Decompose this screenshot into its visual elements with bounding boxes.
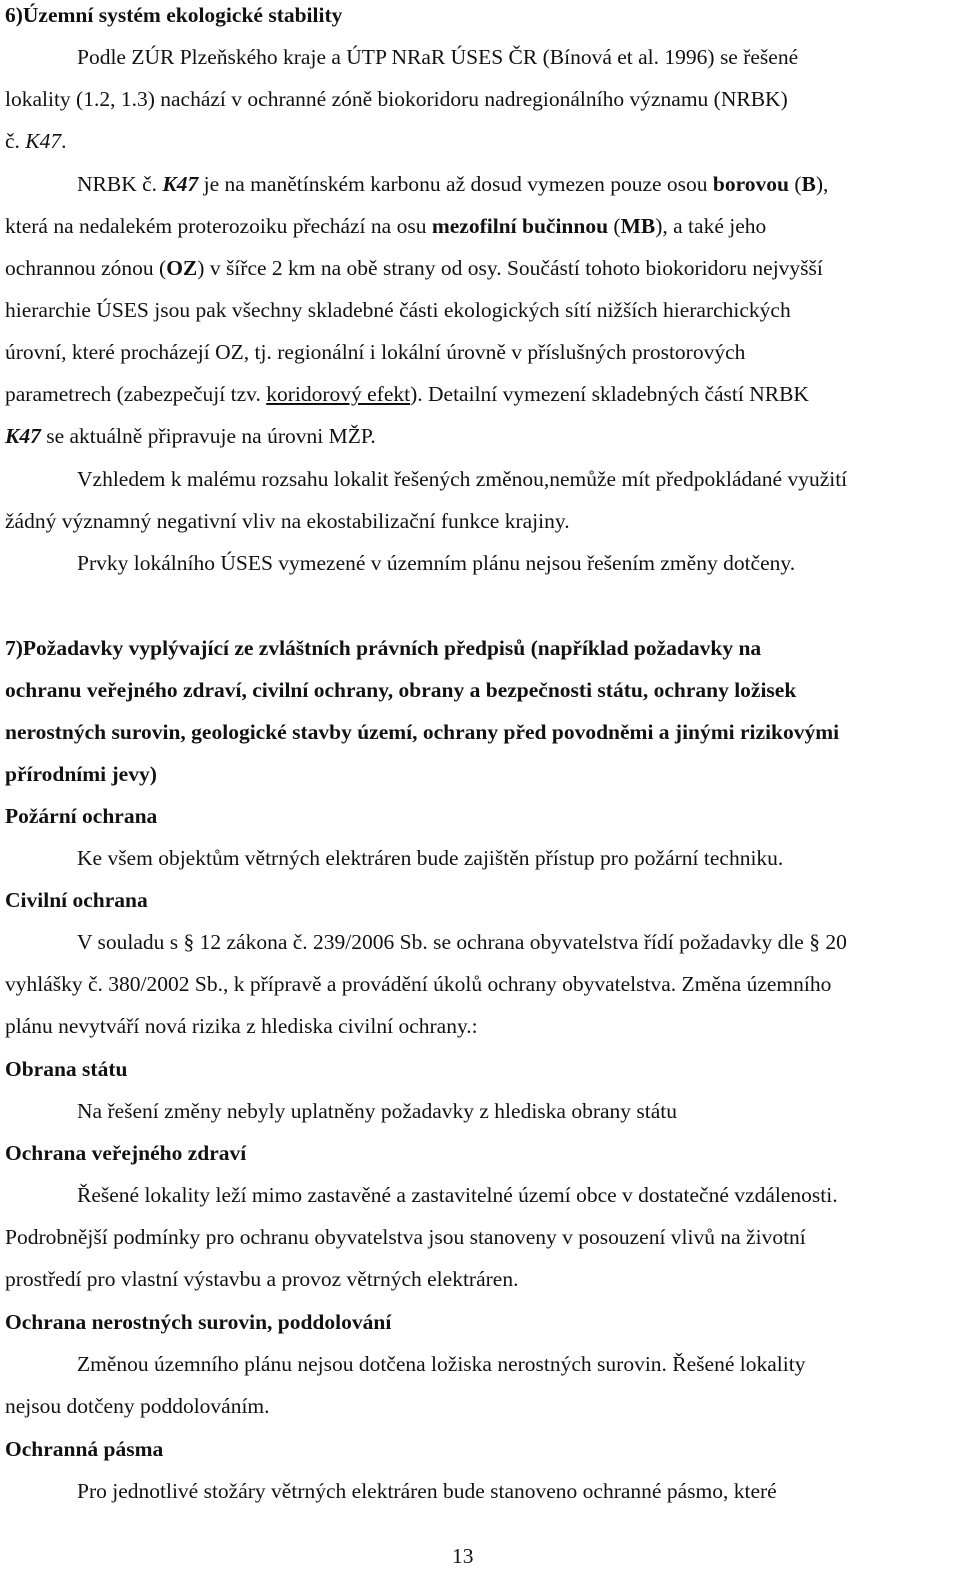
text-run: se aktuálně připravuje na úrovni MŽP. xyxy=(40,424,376,448)
paragraph-line: Vzhledem k malému rozsahu lokalit řešených změnou,nemůže mít předpokládané využití xyxy=(77,467,848,491)
bold-term: borovou xyxy=(712,172,789,196)
page-number: 13 xyxy=(452,1544,474,1568)
bold-term: OZ xyxy=(166,256,198,280)
paragraph-line: Ke všem objektům větrných elektráren bude zajištěn přístup pro požární techniku. xyxy=(77,846,784,870)
bold-term: MB xyxy=(620,214,656,238)
paragraph-line: úrovní, které procházejí OZ, tj. regionální i lokální úrovně v příslušných prostorových xyxy=(5,340,746,364)
paragraph-line xyxy=(5,380,809,408)
bold-term: B xyxy=(801,172,816,196)
section-7-heading-line: nerostných surovin, geologické stavby území, ochrany před povodněmi a jinými rizikovými xyxy=(5,720,840,744)
paragraph-line: plánu nevytváří nová rizika z hlediska civilní ochrany.: xyxy=(5,1014,478,1038)
text-run: ochrannou zónou ( xyxy=(5,256,167,280)
section-7-heading-line: 7)Požadavky vyplývající ze zvláštních právních předpisů (například požadavky na xyxy=(5,636,762,660)
paragraph-line xyxy=(77,170,828,198)
subheading-fire-protection: Požární ochrana xyxy=(5,804,158,828)
paragraph-line: Na řešení změny nebyly uplatněny požadavky z hlediska obrany státu xyxy=(77,1099,678,1123)
k47-bold-italic: K47 xyxy=(5,424,41,448)
text-run: parametrech (zabezpečují tzv. xyxy=(5,382,267,406)
text-run: ) v šířce 2 km na obě strany od osy. Součástí tohoto biokoridoru nejvyšší xyxy=(197,256,823,280)
underlined-term: koridorový efekt xyxy=(266,382,411,406)
text-run: NRBK č. xyxy=(77,172,163,196)
paragraph-line xyxy=(5,422,376,450)
subheading-civil-protection: Civilní ochrana xyxy=(5,888,148,912)
paragraph-line: Změnou územního plánu nejsou dotčena ložiska nerostných surovin. Řešené lokality xyxy=(77,1352,806,1376)
text-run: ( xyxy=(608,214,621,238)
paragraph-line xyxy=(5,254,823,282)
text-run: . xyxy=(61,129,67,153)
k47-italic: K47 xyxy=(25,129,62,153)
subheading-minerals: Ochrana nerostných surovin, poddolování xyxy=(5,1310,392,1334)
subheading-defense: Obrana státu xyxy=(5,1057,128,1081)
paragraph-line: Podle ZÚR Plzeňského kraje a ÚTP NRaR ÚSES ČR (Bínová et al. 1996) se řešené xyxy=(77,45,799,69)
text-run: ( xyxy=(788,172,802,196)
text-run: která na nedalekém proterozoiku přechází na osu xyxy=(5,214,432,238)
text-run: je na manětínském karbonu až dosud vymezen pouze osou xyxy=(198,172,713,196)
text-run: ), a také jeho xyxy=(655,214,767,238)
paragraph-line: Prvky lokálního ÚSES vymezené v územním plánu nejsou řešením změny dotčeny. xyxy=(77,551,796,575)
paragraph-line: Pro jednotlivé stožáry větrných elektráren bude stanoveno ochranné pásmo, které xyxy=(77,1479,777,1503)
paragraph-line xyxy=(5,212,766,240)
section-6-heading: 6)Územní systém ekologické stability xyxy=(5,3,343,27)
paragraph-line: žádný významný negativní vliv na ekostabilizační funkce krajiny. xyxy=(5,509,570,533)
paragraph-line: lokality (1.2, 1.3) nachází v ochranné zóně biokoridoru nadregionálního významu (NRBK) xyxy=(5,87,788,111)
subheading-public-health: Ochrana veřejného zdraví xyxy=(5,1141,247,1165)
section-7-heading-line: přírodními jevy) xyxy=(5,762,157,786)
paragraph-line: Řešené lokality leží mimo zastavěné a zastavitelné území obce v dostatečné vzdálenosti. xyxy=(77,1183,838,1207)
text-run: ), xyxy=(815,172,829,196)
paragraph-line: hierarchie ÚSES jsou pak všechny skladebné části ekologických sítí nižších hierarchických xyxy=(5,298,791,322)
paragraph-line: prostředí pro vlastní výstavbu a provoz větrných elektráren. xyxy=(5,1267,519,1291)
paragraph-line xyxy=(5,127,67,155)
paragraph-line: nejsou dotčeny poddolováním. xyxy=(5,1394,270,1418)
bold-term: mezofilní bučinnou xyxy=(431,214,609,238)
text-run: č. xyxy=(5,129,26,153)
paragraph-line: Podrobnější podmínky pro ochranu obyvatelstva jsou stanoveny v posouzení vlivů na životní xyxy=(5,1225,806,1249)
paragraph-line: vyhlášky č. 380/2002 Sb., k přípravě a provádění úkolů ochrany obyvatelstva. Změna územního xyxy=(5,972,832,996)
paragraph-line: V souladu s § 12 zákona č. 239/2006 Sb. se ochrana obyvatelstva řídí požadavky dle § 20 xyxy=(77,930,847,954)
text-run: ). Detailní vymezení skladebných částí NRBK xyxy=(410,382,809,406)
subheading-protection-zones: Ochranná pásma xyxy=(5,1437,164,1461)
section-7-heading-line: ochranu veřejného zdraví, civilní ochrany, obrany a bezpečnosti státu, ochrany ložisek xyxy=(5,678,797,702)
k47-bold-italic: K47 xyxy=(162,172,199,196)
